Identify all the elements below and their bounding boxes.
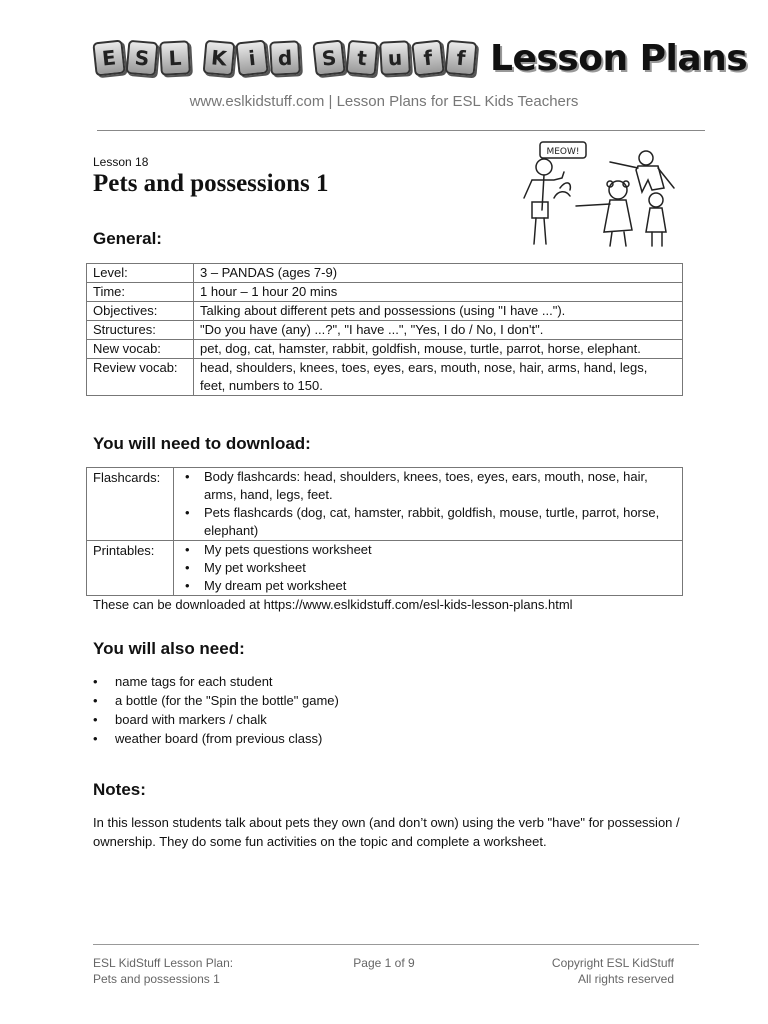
lesson-title: Pets and possessions 1 bbox=[93, 170, 329, 197]
row-value: 1 hour – 1 hour 20 mins bbox=[194, 283, 683, 302]
general-table bbox=[86, 263, 683, 396]
footer-rights: All rights reserved bbox=[577, 972, 674, 986]
footer-lesson-name: Pets and possessions 1 bbox=[93, 972, 220, 986]
logo-block: i bbox=[235, 40, 268, 77]
row-value bbox=[174, 468, 683, 541]
logo-block: f bbox=[445, 40, 478, 76]
list-item: • My dream pet worksheet bbox=[180, 577, 676, 595]
kids-pointing-illustration bbox=[514, 140, 694, 252]
list-item: • Body flashcards: head, shoulders, knees, toes, eyes, ears, mouth, nose, hair, arms, hand, legs, feet. bbox=[180, 468, 676, 504]
list-item: • My pets questions worksheet bbox=[180, 541, 676, 559]
footer-divider bbox=[93, 944, 699, 945]
logo-block: d bbox=[269, 40, 301, 76]
row-label: Review vocab: bbox=[87, 359, 194, 396]
header-divider bbox=[97, 130, 705, 131]
footer-right bbox=[552, 955, 674, 987]
row-value: 3 – PANDAS (ages 7-9) bbox=[194, 264, 683, 283]
site-tagline: www.eslkidstuff.com | Lesson Plans for ESL Kids Teachers bbox=[189, 93, 579, 110]
logo-block: S bbox=[126, 40, 159, 76]
footer-plan-label: ESL KidStuff Lesson Plan: bbox=[93, 956, 234, 970]
download-note: These can be downloaded at https://www.eslkidstuff.com/esl-kids-lesson-plans.html bbox=[93, 597, 573, 612]
table-row bbox=[87, 264, 683, 283]
also-need-heading: You will also need: bbox=[93, 639, 245, 658]
printables-list bbox=[180, 541, 676, 595]
download-table bbox=[86, 467, 683, 596]
table-row bbox=[87, 321, 683, 340]
logo-block: S bbox=[312, 40, 345, 77]
logo-lesson-plans-text: Lesson Plans bbox=[490, 37, 748, 79]
row-value: Talking about different pets and possessions (using "I have ..."). bbox=[194, 302, 683, 321]
table-row bbox=[87, 302, 683, 321]
table-row bbox=[87, 283, 683, 302]
list-item: • Pets flashcards (dog, cat, hamster, rabbit, goldfish, mouse, turtle, parrot, horse, elephant) bbox=[180, 504, 676, 540]
notes-text: In this lesson students talk about pets they own (and don’t own) using the verb "have" for possession / ownership. They do some fun activities on the topic and complete a worksheet. bbox=[93, 815, 680, 849]
general-heading: General: bbox=[93, 229, 162, 248]
table-row bbox=[87, 340, 683, 359]
list-item: • My pet worksheet bbox=[180, 559, 676, 577]
notes-heading: Notes: bbox=[93, 780, 146, 799]
row-value: pet, dog, cat, hamster, rabbit, goldfish, mouse, turtle, parrot, horse, elephant. bbox=[194, 340, 683, 359]
page-number: Page 1 of 9 bbox=[353, 956, 415, 970]
logo-block: L bbox=[159, 40, 191, 76]
logo-block: f bbox=[411, 40, 444, 77]
flashcards-list bbox=[180, 468, 676, 540]
table-row bbox=[87, 468, 683, 541]
row-label: Structures: bbox=[87, 321, 194, 340]
row-label: Printables: bbox=[87, 541, 174, 596]
logo-block: t bbox=[346, 40, 379, 76]
table-row bbox=[87, 541, 683, 596]
table-row bbox=[87, 359, 683, 396]
lesson-number: Lesson 18 bbox=[93, 155, 149, 169]
list-item: • board with markers / chalk bbox=[93, 710, 339, 729]
row-value: "Do you have (any) ...?", "I have ...", "Yes, I do / No, I don't". bbox=[194, 321, 683, 340]
row-label: New vocab: bbox=[87, 340, 194, 359]
list-item: • name tags for each student bbox=[93, 672, 339, 691]
logo-block: K bbox=[203, 40, 236, 76]
esl-kidstuff-logo bbox=[94, 28, 747, 88]
logo-letter-blocks bbox=[94, 41, 476, 75]
list-item: • a bottle (for the "Spin the bottle" game) bbox=[93, 691, 339, 710]
logo-block: E bbox=[92, 40, 125, 77]
row-label: Level: bbox=[87, 264, 194, 283]
row-label: Objectives: bbox=[87, 302, 194, 321]
materials-list bbox=[93, 672, 339, 748]
meow-bubble-text: MEOW! bbox=[546, 147, 580, 157]
download-heading: You will need to download: bbox=[93, 434, 311, 453]
row-label: Flashcards: bbox=[87, 468, 174, 541]
logo-block: u bbox=[379, 40, 411, 76]
footer-copyright: Copyright ESL KidStuff bbox=[551, 956, 674, 970]
list-item: • weather board (from previous class) bbox=[93, 729, 339, 748]
row-label: Time: bbox=[87, 283, 194, 302]
row-value bbox=[174, 541, 683, 596]
row-value: head, shoulders, knees, toes, eyes, ears, mouth, nose, hair, arms, hand, legs, feet, numbers to 150. bbox=[194, 359, 683, 396]
